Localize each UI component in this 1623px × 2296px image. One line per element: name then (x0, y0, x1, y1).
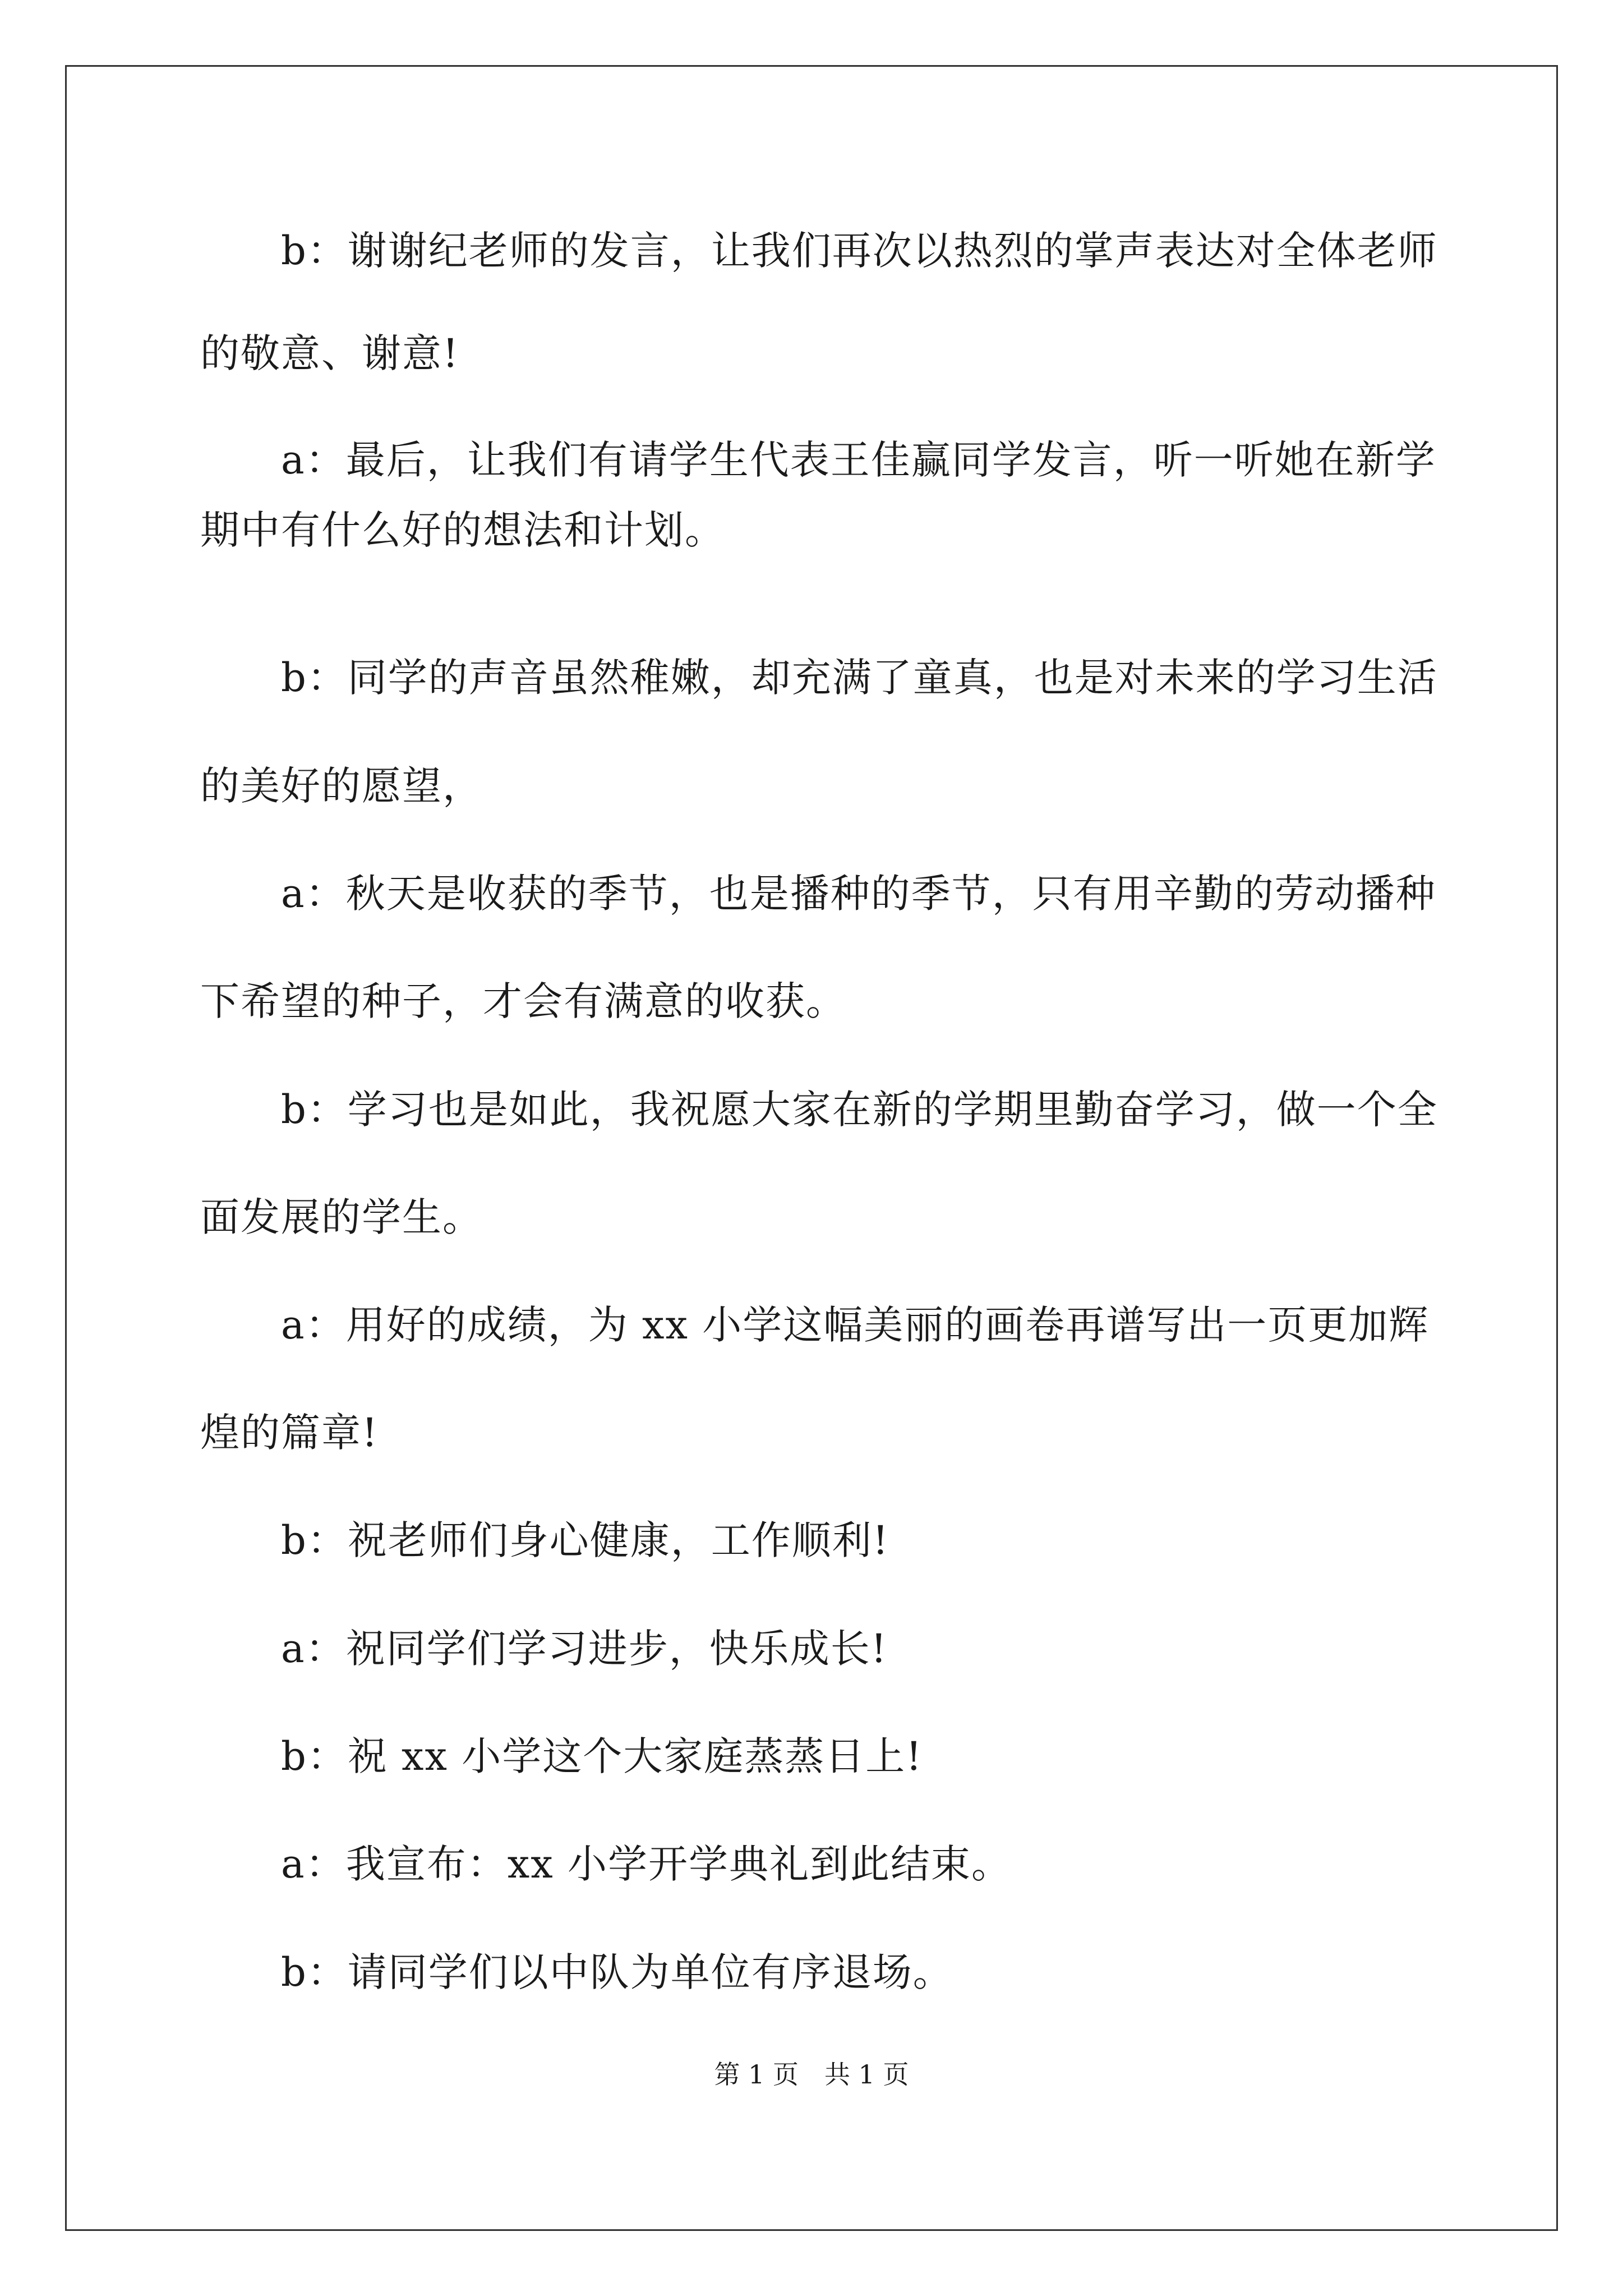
text-line-10: 面发展的学生。 (200, 1194, 483, 1240)
text-line-11: a：用好的成绩，为 xx 小学这幅美丽的画卷再谱写出一页更加辉 (200, 1302, 1430, 1348)
text-line-7: a：秋天是收获的季节，也是播种的季节，只有用辛勤的劳动播种 (200, 871, 1436, 917)
text-line-4: 期中有什么好的想法和计划。 (200, 507, 725, 553)
text-line-1: b：谢谢纪老师的发言，让我们再次以热烈的掌声表达对全体老师 (200, 228, 1438, 274)
text-line-8: 下希望的种子，才会有满意的收获。 (200, 978, 846, 1024)
text-line-6: 的美好的愿望， (200, 763, 483, 809)
page-number-footer: 第 1 页 共 1 页 (714, 2059, 909, 2090)
text-line-14: a：祝同学们学习进步，快乐成长! (200, 1626, 888, 1672)
page-border (65, 65, 1558, 2231)
text-line-9: b：学习也是如此，我祝愿大家在新的学期里勤奋学习，做一个全 (200, 1087, 1438, 1133)
text-line-12: 煌的篇章! (200, 1410, 379, 1456)
text-line-15: b：祝 xx 小学这个大家庭蒸蒸日上! (200, 1733, 923, 1779)
text-line-3: a：最后，让我们有请学生代表王佳赢同学发言，听一听她在新学 (200, 437, 1436, 483)
text-line-13: b：祝老师们身心健康，工作顺利! (200, 1517, 889, 1563)
text-line-5: b：同学的声音虽然稚嫩，却充满了童真，也是对未来的学习生活 (200, 655, 1438, 701)
text-line-2: 的敬意、谢意! (200, 330, 460, 376)
text-line-16: a：我宣布：xx 小学开学典礼到此结束。 (200, 1841, 1012, 1887)
text-line-17: b：请同学们以中队为单位有序退场。 (200, 1949, 953, 1995)
